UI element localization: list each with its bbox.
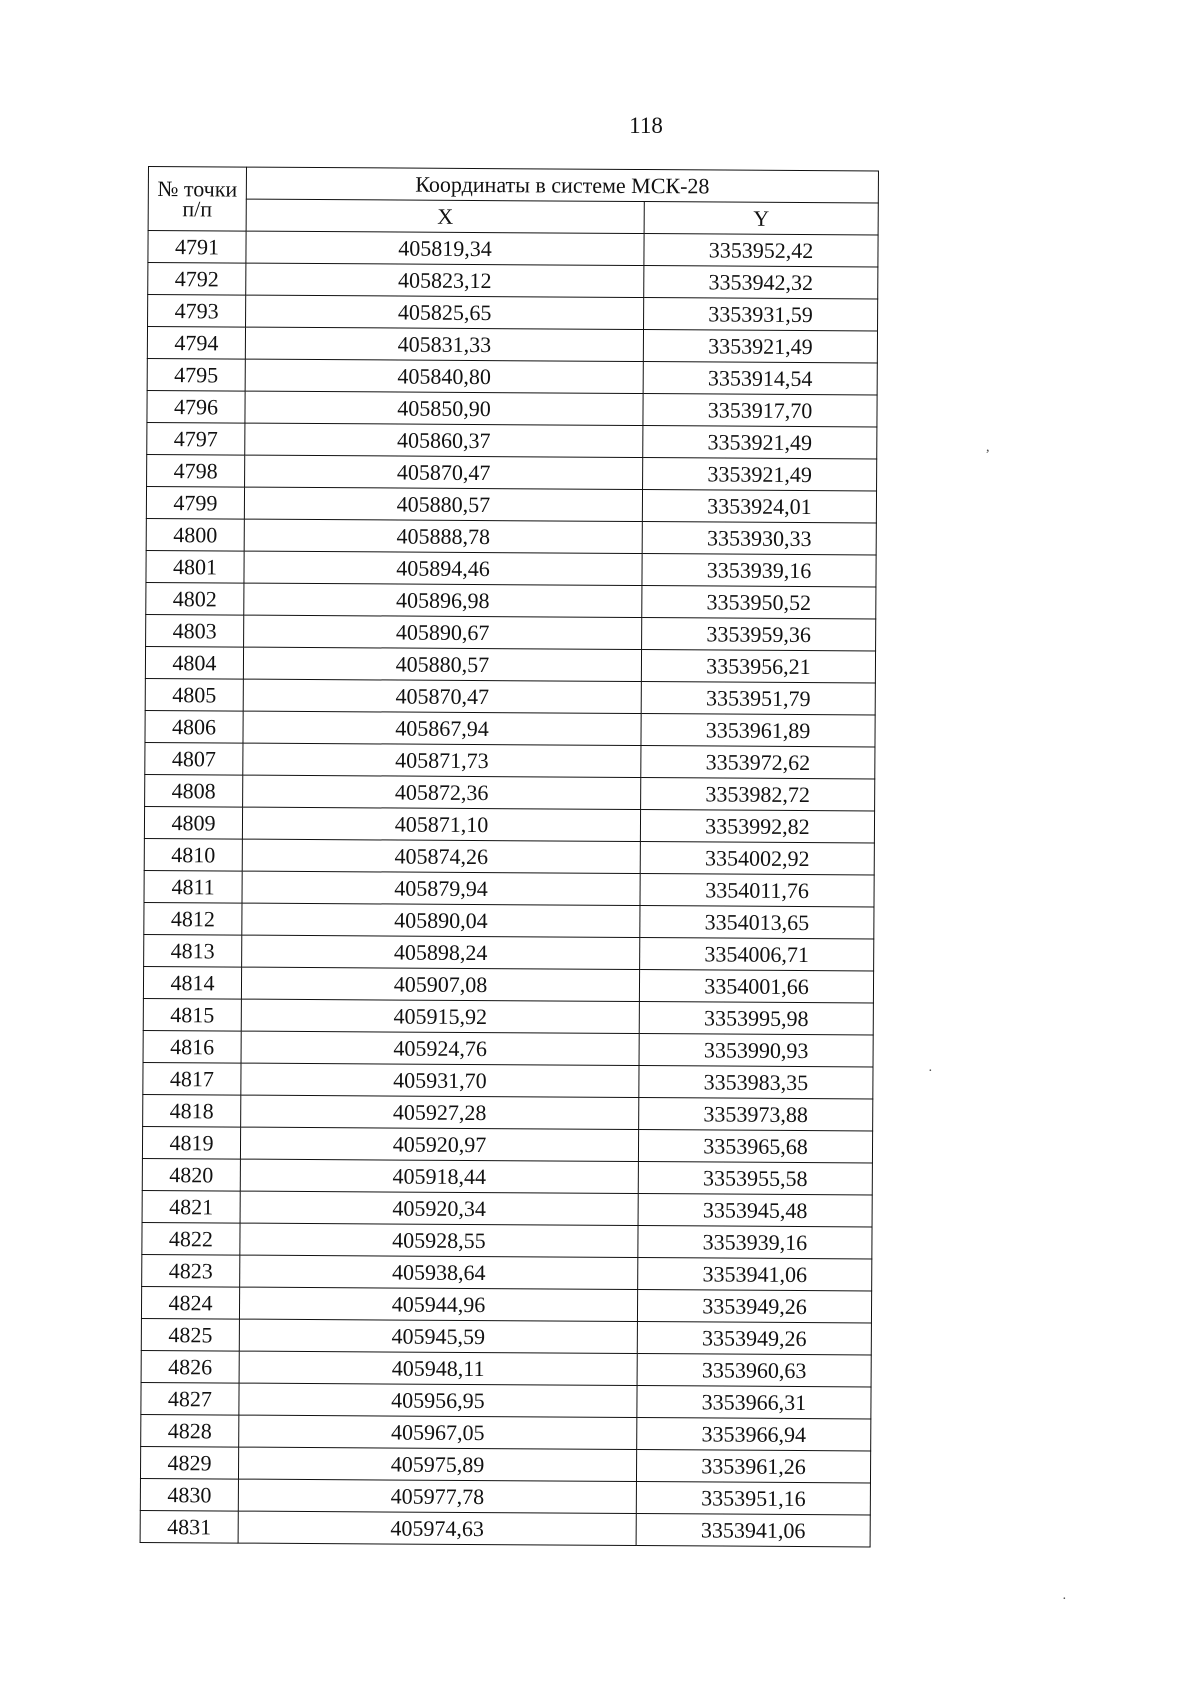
table-row bbox=[141, 1382, 871, 1418]
cell-y: 3353960,63 bbox=[637, 1354, 871, 1387]
cell-point-number: 4791 bbox=[148, 231, 246, 264]
table-row bbox=[143, 966, 873, 1002]
table-row bbox=[141, 1414, 871, 1450]
table-row bbox=[141, 1350, 871, 1386]
cell-y: 3353972,62 bbox=[641, 746, 875, 779]
table-row bbox=[144, 870, 874, 906]
cell-x: 405860,37 bbox=[245, 423, 643, 457]
cell-y: 3353990,93 bbox=[639, 1034, 873, 1067]
cell-point-number: 4810 bbox=[144, 838, 242, 871]
cell-point-number: 4822 bbox=[142, 1222, 240, 1255]
cell-point-number: 4824 bbox=[141, 1286, 239, 1319]
cell-x: 405920,97 bbox=[240, 1127, 638, 1161]
table-row bbox=[146, 614, 876, 650]
cell-point-number: 4817 bbox=[143, 1062, 241, 1095]
table-row bbox=[147, 358, 877, 394]
cell-y: 3353956,21 bbox=[641, 650, 875, 683]
cell-point-number: 4815 bbox=[143, 998, 241, 1031]
cell-point-number: 4793 bbox=[148, 295, 246, 328]
cell-y: 3353952,42 bbox=[644, 234, 878, 267]
cell-x: 405871,73 bbox=[243, 743, 641, 777]
cell-x: 405974,63 bbox=[238, 1511, 636, 1545]
table-row bbox=[145, 646, 875, 682]
cell-point-number: 4797 bbox=[147, 422, 245, 455]
cell-x: 405870,47 bbox=[245, 455, 643, 489]
cell-x: 405819,34 bbox=[246, 231, 644, 265]
cell-point-number: 4804 bbox=[145, 646, 243, 679]
table-row bbox=[148, 263, 878, 299]
cell-point-number: 4828 bbox=[141, 1414, 239, 1447]
cell-x: 405894,46 bbox=[244, 551, 642, 585]
table-row bbox=[142, 1126, 872, 1162]
cell-point-number: 4809 bbox=[144, 806, 242, 839]
cell-y: 3353941,06 bbox=[638, 1258, 872, 1291]
cell-point-number: 4803 bbox=[146, 614, 244, 647]
cell-x: 405867,94 bbox=[243, 711, 641, 745]
cell-point-number: 4812 bbox=[144, 902, 242, 935]
cell-point-number: 4825 bbox=[141, 1318, 239, 1351]
cell-point-number: 4799 bbox=[146, 486, 244, 519]
cell-point-number: 4800 bbox=[146, 518, 244, 551]
table-row bbox=[146, 582, 876, 618]
cell-x: 405920,34 bbox=[240, 1191, 638, 1225]
cell-x: 405872,36 bbox=[243, 775, 641, 809]
table-row bbox=[148, 295, 878, 331]
table-row bbox=[145, 774, 875, 810]
cell-point-number: 4829 bbox=[140, 1446, 238, 1479]
cell-y: 3353942,32 bbox=[644, 266, 878, 299]
cell-x: 405871,10 bbox=[242, 807, 640, 841]
cell-x: 405944,96 bbox=[239, 1287, 637, 1321]
cell-y: 3354001,66 bbox=[639, 970, 873, 1003]
cell-x: 405915,92 bbox=[241, 999, 639, 1033]
table-row bbox=[144, 838, 874, 874]
cell-x: 405823,12 bbox=[246, 263, 644, 297]
cell-point-number: 4795 bbox=[147, 358, 245, 391]
table-row bbox=[142, 1158, 872, 1194]
cell-point-number: 4801 bbox=[146, 550, 244, 583]
table-row bbox=[140, 1510, 870, 1546]
table-row bbox=[144, 806, 874, 842]
cell-y: 3353966,31 bbox=[637, 1386, 871, 1419]
cell-point-number: 4823 bbox=[142, 1254, 240, 1287]
cell-y: 3353949,26 bbox=[637, 1290, 871, 1323]
cell-y: 3353951,79 bbox=[641, 682, 875, 715]
cell-y: 3353982,72 bbox=[641, 778, 875, 811]
cell-x: 405880,57 bbox=[243, 647, 641, 681]
cell-point-number: 4808 bbox=[145, 774, 243, 807]
cell-x: 405850,90 bbox=[245, 391, 643, 425]
table-row bbox=[146, 518, 876, 554]
cell-y: 3353924,01 bbox=[642, 490, 876, 523]
table-row bbox=[142, 1222, 872, 1258]
table-row bbox=[147, 422, 877, 458]
cell-x: 405874,26 bbox=[242, 839, 640, 873]
cell-point-number: 4796 bbox=[147, 390, 245, 423]
cell-y: 3353965,68 bbox=[638, 1130, 872, 1163]
cell-x: 405977,78 bbox=[238, 1479, 636, 1513]
cell-point-number: 4816 bbox=[143, 1030, 241, 1063]
table-row bbox=[143, 1094, 873, 1130]
cell-x: 405880,57 bbox=[244, 487, 642, 521]
cell-point-number: 4798 bbox=[147, 454, 245, 487]
cell-x: 405967,05 bbox=[239, 1415, 637, 1449]
cell-y: 3353966,94 bbox=[637, 1418, 871, 1451]
table-body bbox=[140, 231, 878, 1547]
table-row bbox=[143, 998, 873, 1034]
cell-x: 405825,65 bbox=[246, 295, 644, 329]
cell-x: 405896,98 bbox=[244, 583, 642, 617]
cell-y: 3353950,52 bbox=[642, 586, 876, 619]
cell-point-number: 4830 bbox=[140, 1478, 238, 1511]
cell-y: 3353941,06 bbox=[636, 1514, 870, 1547]
cell-point-number: 4807 bbox=[145, 742, 243, 775]
table-row bbox=[142, 1254, 872, 1290]
cell-x: 405975,89 bbox=[238, 1447, 636, 1481]
scan-speck: · bbox=[928, 1064, 933, 1079]
cell-point-number: 4813 bbox=[144, 934, 242, 967]
cell-point-number: 4792 bbox=[148, 263, 246, 296]
table-row bbox=[140, 1478, 870, 1514]
table-row bbox=[145, 742, 875, 778]
table-row bbox=[144, 902, 874, 938]
table-row bbox=[147, 327, 877, 363]
table-row bbox=[144, 934, 874, 970]
table-row bbox=[145, 678, 875, 714]
cell-point-number: 4806 bbox=[145, 710, 243, 743]
table-row bbox=[141, 1318, 871, 1354]
cell-y: 3353921,49 bbox=[643, 426, 877, 459]
cell-y: 3354006,71 bbox=[640, 938, 874, 971]
cell-y: 3353959,36 bbox=[642, 618, 876, 651]
cell-point-number: 4820 bbox=[142, 1158, 240, 1191]
header-x: X bbox=[246, 199, 644, 233]
cell-y: 3353951,16 bbox=[636, 1482, 870, 1515]
cell-point-number: 4802 bbox=[146, 582, 244, 615]
table-row bbox=[145, 710, 875, 746]
header-point-number: № точки п/п bbox=[148, 167, 246, 232]
cell-point-number: 4811 bbox=[144, 870, 242, 903]
cell-y: 3353973,88 bbox=[639, 1098, 873, 1131]
cell-y: 3353955,58 bbox=[638, 1162, 872, 1195]
table-row bbox=[146, 486, 876, 522]
cell-y: 3353949,26 bbox=[637, 1322, 871, 1355]
table-header bbox=[148, 167, 878, 235]
header-y: Y bbox=[644, 202, 878, 235]
table-row bbox=[146, 550, 876, 586]
page-number: 118 bbox=[629, 113, 663, 138]
cell-point-number: 4819 bbox=[142, 1126, 240, 1159]
cell-y: 3354011,76 bbox=[640, 874, 874, 907]
coordinates-table bbox=[140, 166, 879, 1547]
cell-point-number: 4826 bbox=[141, 1350, 239, 1383]
cell-point-number: 4794 bbox=[147, 327, 245, 360]
table-row bbox=[143, 1030, 873, 1066]
cell-x: 405898,24 bbox=[242, 935, 640, 969]
cell-y: 3353983,35 bbox=[639, 1066, 873, 1099]
cell-x: 405840,80 bbox=[245, 359, 643, 393]
scan-speck: · bbox=[1062, 1592, 1067, 1607]
cell-x: 405870,47 bbox=[243, 679, 641, 713]
cell-point-number: 4827 bbox=[141, 1382, 239, 1415]
cell-x: 405956,95 bbox=[239, 1383, 637, 1417]
cell-point-number: 4821 bbox=[142, 1190, 240, 1223]
cell-x: 405924,76 bbox=[241, 1031, 639, 1065]
cell-point-number: 4814 bbox=[143, 966, 241, 999]
cell-x: 405928,55 bbox=[240, 1223, 638, 1257]
cell-point-number: 4831 bbox=[140, 1510, 238, 1543]
cell-y: 3354013,65 bbox=[640, 906, 874, 939]
cell-point-number: 4805 bbox=[145, 678, 243, 711]
cell-y: 3353992,82 bbox=[640, 810, 874, 843]
header-row-axes bbox=[148, 199, 878, 235]
cell-x: 405831,33 bbox=[245, 327, 643, 361]
cell-y: 3353961,26 bbox=[636, 1450, 870, 1483]
cell-y: 3353921,49 bbox=[643, 330, 877, 363]
cell-x: 405931,70 bbox=[241, 1063, 639, 1097]
cell-y: 3353939,16 bbox=[642, 554, 876, 587]
cell-x: 405927,28 bbox=[241, 1095, 639, 1129]
scan-speck: , bbox=[986, 440, 990, 455]
table-row bbox=[142, 1190, 872, 1226]
cell-y: 3353921,49 bbox=[643, 458, 877, 491]
cell-y: 3354002,92 bbox=[640, 842, 874, 875]
cell-y: 3353939,16 bbox=[638, 1226, 872, 1259]
cell-x: 405907,08 bbox=[241, 967, 639, 1001]
cell-x: 405890,04 bbox=[242, 903, 640, 937]
cell-x: 405918,44 bbox=[240, 1159, 638, 1193]
cell-x: 405945,59 bbox=[239, 1319, 637, 1353]
table-row bbox=[143, 1062, 873, 1098]
cell-y: 3353961,89 bbox=[641, 714, 875, 747]
cell-y: 3353917,70 bbox=[643, 394, 877, 427]
cell-y: 3353995,98 bbox=[639, 1002, 873, 1035]
header-coordinates-title: Координаты в системе МСК-28 bbox=[246, 167, 878, 203]
table-row bbox=[140, 1446, 870, 1482]
cell-x: 405890,67 bbox=[244, 615, 642, 649]
table-row bbox=[147, 390, 877, 426]
cell-x: 405888,78 bbox=[244, 519, 642, 553]
cell-x: 405948,11 bbox=[239, 1351, 637, 1385]
cell-y: 3353945,48 bbox=[638, 1194, 872, 1227]
header-row-top bbox=[148, 167, 878, 203]
cell-point-number: 4818 bbox=[143, 1094, 241, 1127]
table-row bbox=[147, 454, 877, 490]
cell-x: 405879,94 bbox=[242, 871, 640, 905]
table-row bbox=[148, 231, 878, 267]
cell-y: 3353931,59 bbox=[644, 298, 878, 331]
cell-y: 3353930,33 bbox=[642, 522, 876, 555]
cell-x: 405938,64 bbox=[240, 1255, 638, 1289]
table-row bbox=[141, 1286, 871, 1322]
cell-y: 3353914,54 bbox=[643, 362, 877, 395]
